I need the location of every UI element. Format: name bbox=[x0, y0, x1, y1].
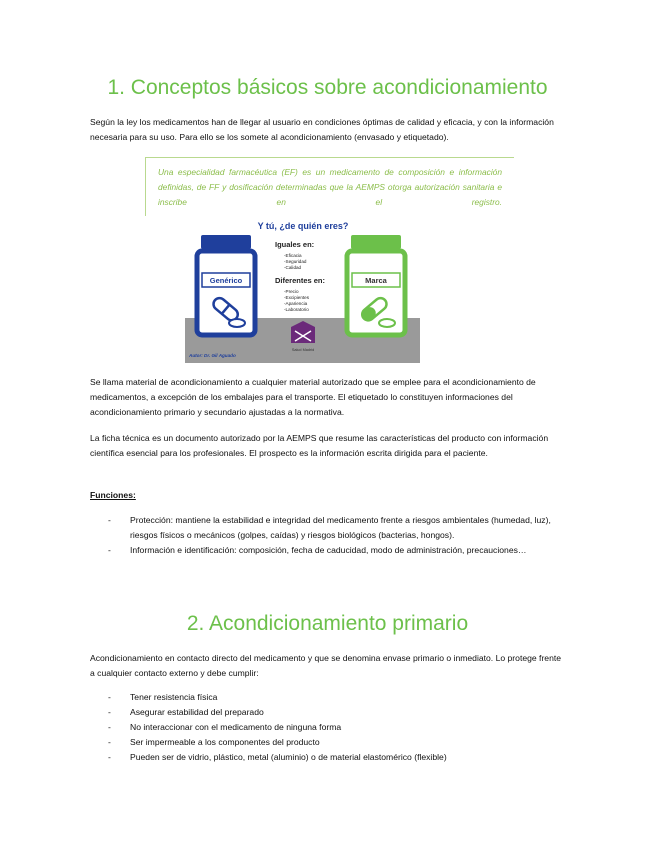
list-item bbox=[108, 690, 568, 705]
infographic-question: Y tú, ¿de quién eres? bbox=[257, 221, 349, 231]
bullet-dash: - bbox=[108, 737, 111, 747]
list-item bbox=[108, 735, 568, 750]
section-1-title: 1. Conceptos básicos sobre acondicionamiento bbox=[107, 76, 548, 99]
salud-madrid-logo-icon bbox=[291, 321, 315, 352]
same-item: -Eficacia bbox=[284, 253, 302, 258]
requirement-text: Pueden ser de vidrio, plástico, metal (aluminio) o de material elastomérico (flexible) bbox=[130, 752, 447, 762]
function-text: Protección: mantiene la estabilidad e integridad del medicamento frente a riesgos ambientales (humedad, luz), riesgos físicos o mecánicos (golpes, caídas) y riesgos biológicos (bacterias, hongos). bbox=[130, 515, 551, 540]
ficha-tecnica-paragraph: La ficha técnica es un documento autorizado por la AEMPS que resume las características del producto con información científica esencial para los profesionales. El prospecto es la información escrita dirigida para el paciente. bbox=[90, 433, 549, 458]
generic-label: Genérico bbox=[209, 276, 243, 285]
brand-bottle-icon bbox=[347, 235, 405, 335]
logo-text: Salud Madrid bbox=[291, 348, 315, 352]
requirement-text: Asegurar estabilidad del preparado bbox=[130, 707, 264, 717]
list-item bbox=[108, 513, 568, 543]
bullet-dash: - bbox=[108, 752, 111, 762]
list-item bbox=[108, 750, 568, 765]
diff-item: -Apariencia bbox=[284, 301, 308, 306]
bullet-dash: - bbox=[108, 692, 111, 702]
functions-list bbox=[108, 513, 568, 558]
generic-vs-brand-infographic bbox=[185, 215, 420, 363]
same-item: -Calidad bbox=[284, 265, 302, 270]
requirements-list bbox=[108, 690, 568, 765]
bullet-dash: - bbox=[108, 545, 111, 555]
generic-bottle-icon bbox=[197, 235, 255, 335]
section-1-intro: Según la ley los medicamentos han de llegar al usuario en condiciones óptimas de calidad y eficacia, y con la información necesaria para su uso. Para ello se los somete al acondicionamiento (envasado y etiquetado). bbox=[90, 117, 554, 142]
diff-item: -Excipientes bbox=[284, 295, 310, 300]
acondicionamiento-paragraph: Se llama material de acondicionamiento a cualquier material autorizado que se emplee para el acondicionamiento de medicamentos, a excepción de los embalajes para el transporte. El etiquetado lo constituyen informaciones del acondicionamiento primario y secundario ajustadas a la normativa. bbox=[90, 377, 536, 417]
bullet-dash: - bbox=[108, 722, 111, 732]
requirement-text: Ser impermeable a los componentes del producto bbox=[130, 737, 320, 747]
infographic-author: Autor: Dr. Gil Aguado bbox=[189, 353, 236, 358]
function-text: Información e identificación: composición, fecha de caducidad, modo de administración, precauciones… bbox=[130, 545, 527, 555]
same-title: Iguales en: bbox=[275, 240, 315, 249]
requirement-text: No interaccionar con el medicamento de ninguna forma bbox=[130, 722, 342, 732]
section-2-intro: Acondicionamiento en contacto directo del medicamento y que se denomina envase primario o inmediato. Lo protege frente a cualquier contacto externo y debe cumplir: bbox=[90, 653, 562, 678]
same-item: -Seguridad bbox=[284, 259, 307, 264]
requirement-text: Tener resistencia física bbox=[130, 692, 218, 702]
functions-title: Funciones: bbox=[90, 490, 136, 500]
diff-title: Diferentes en: bbox=[275, 276, 326, 285]
diff-item: -Precio bbox=[284, 289, 299, 294]
list-item bbox=[108, 705, 568, 720]
list-item bbox=[108, 720, 568, 735]
definition-quote: Una especialidad farmacéutica (EF) es un medicamento de composición e información definidas, de FF y dosificación determinadas que la AEMPS otorga autorización sanitaria e inscribe en el registro. bbox=[158, 167, 502, 207]
section-2-title: 2. Acondicionamiento primario bbox=[186, 612, 469, 635]
bullet-dash: - bbox=[108, 515, 111, 525]
brand-label: Marca bbox=[365, 276, 387, 285]
list-item bbox=[108, 543, 568, 558]
diff-item: -Laboratorio bbox=[284, 307, 309, 312]
bullet-dash: - bbox=[108, 707, 111, 717]
